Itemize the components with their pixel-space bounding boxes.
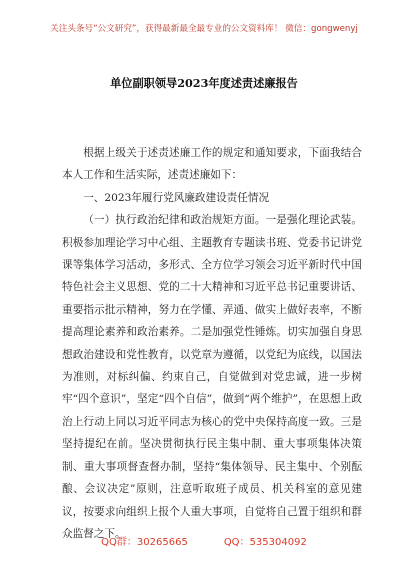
section-heading: 一、2023年履行党风廉政建设责任情况 xyxy=(83,191,270,204)
document-body xyxy=(62,142,362,545)
promo-header: 关注头条号“公文研究”，获得最新最全最专业的公文资料库！ 微信：gongwenyj xyxy=(50,24,358,34)
contact-footer xyxy=(0,533,408,548)
qq-contact-text: QQ：535304092 xyxy=(223,537,307,548)
intro-paragraph: 根据上级关于述责述廉工作的规定和通知要求，下面我结合本人工作和生活实际，述责述廉如下： xyxy=(62,147,362,182)
body-paragraph: （一）执行政治纪律和政治规矩方面。一是强化理论武装。积极参加理论学习中心组、主题教育专题读书班、党委书记讲党课等集体学习活动，多形式、全方位学习领会习近平新时代中国特色社会主义思想、党的二十大精神和习近平总书记重要讲话、重要指示批示精神，努力在学懂、弄通、做实上做好表率，不断提高理论素养和政治素养。二是加强党性锤炼。切实加强自身思想政治建设和党性教育，以党章为遵循，以党纪为底线，以国法为准则，对标纠偏、约束自己，自觉做到对党忠诚，进一步树牢“四个意识”，坚定“四个自信”，做到“两个维护”，在思想上政治上行动上同以习近平同志为核心的党中央保持高度一致。三是坚持提纪在前。坚决贯彻执行民主集中制、重大事项集体决策制、重大事项督查督办制，坚持“集体领导、民主集中、个别酝酿、会议决定”原则，注意听取班子成员、机关科室的意见建议，按要求向组织上报个人重大事项，自觉将自己置于组织和群众监督之下。 xyxy=(62,214,362,540)
document-title: 单位副职领导2023年度述责述廉报告 xyxy=(110,76,298,90)
qq-group-text: QQ群：30265665 xyxy=(101,537,188,548)
